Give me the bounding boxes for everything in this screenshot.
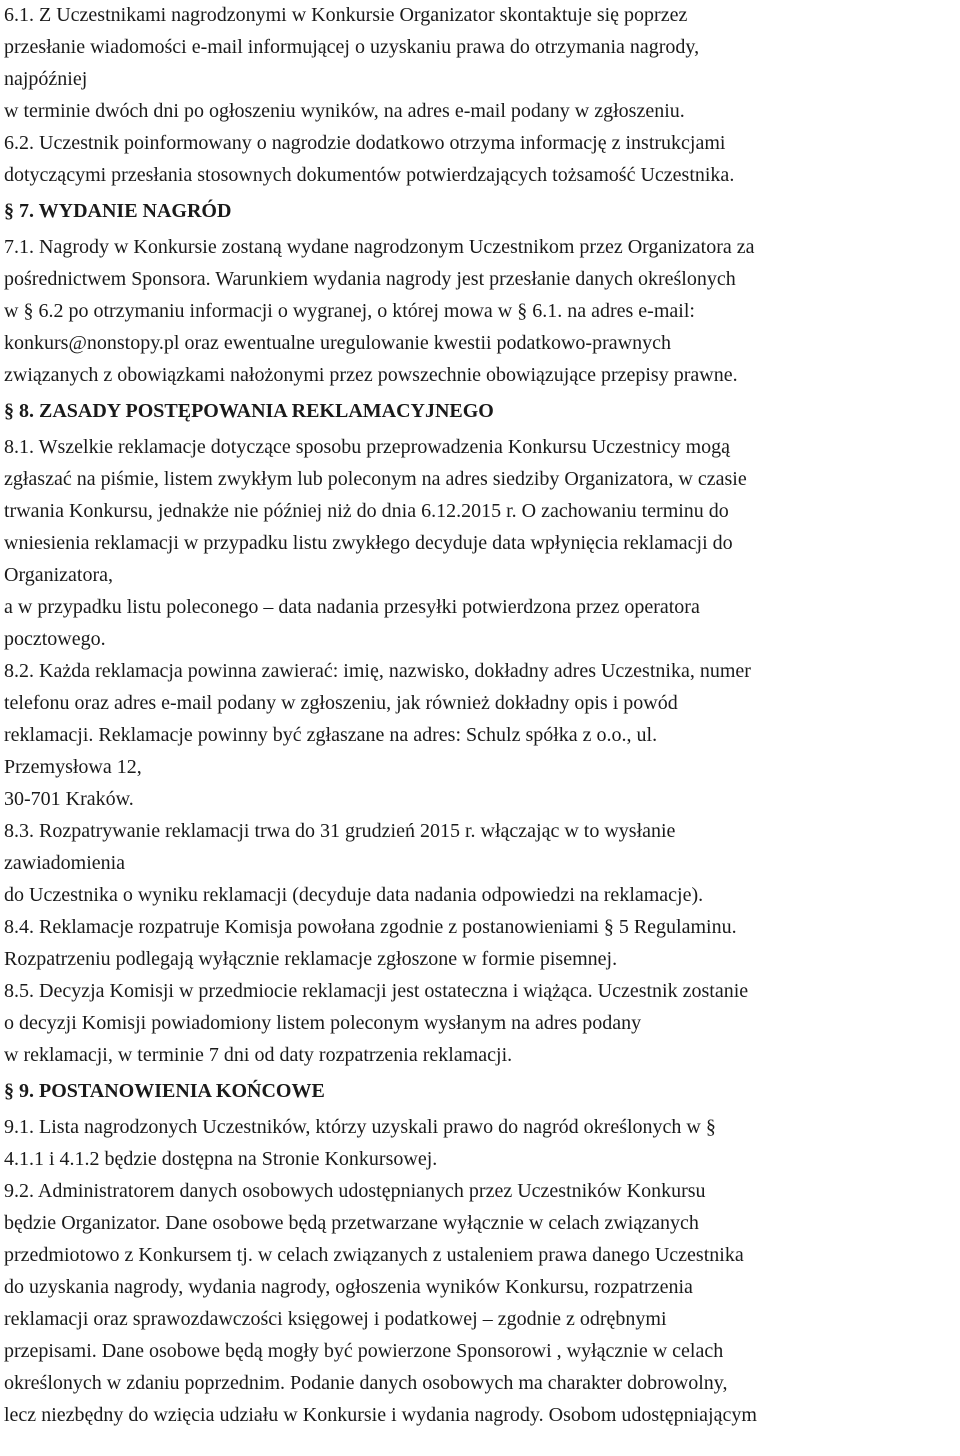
text-line: reklamacji oraz sprawozdawczości księgowej i podatkowej – zgodnie z odrębnymi <box>4 1308 667 1330</box>
text-line: 8.3. Rozpatrywanie reklamacji trwa do 31 grudzień 2015 r. włączając w to wysłanie <box>4 820 676 842</box>
text-line: zgłaszać na piśmie, listem zwykłym lub poleconym na adres siedziby Organizatora, w czasie <box>4 468 747 490</box>
text-line: przedmiotowo z Konkursem tj. w celach związanych z ustaleniem prawa danego Uczestnika <box>4 1244 744 1266</box>
text-line: telefonu oraz adres e-mail podany w zgłoszeniu, jak również dokładny opis i powód <box>4 692 678 714</box>
text-line: Rozpatrzeniu podlegają wyłącznie reklamacje zgłoszone w formie pisemnej. <box>4 948 618 970</box>
text-line: o decyzji Komisji powiadomiony listem poleconym wysłanym na adres podany <box>4 1012 642 1034</box>
text-line: pocztowego. <box>4 628 106 650</box>
text-line: 7.1. Nagrody w Konkursie zostaną wydane nagrodzonym Uczestnikom przez Organizatora za <box>4 236 755 258</box>
text-line: a w przypadku listu poleconego – data nadania przesyłki potwierdzona przez operatora <box>4 596 700 618</box>
text-line: wniesienia reklamacji w przypadku listu zwykłego decyduje data wpłynięcia reklamacji do <box>4 532 733 554</box>
text-line: reklamacji. Reklamacje powinny być zgłaszane na adres: Schulz spółka z o.o., ul. <box>4 724 658 746</box>
text-line: lecz niezbędny do wzięcia udziału w Konkursie i wydania nagrody. Osobom udostępniającym <box>4 1404 757 1426</box>
text-line: Przemysłowa 12, <box>4 756 142 778</box>
text-line: 9.2. Administratorem danych osobowych udostępnianych przez Uczestników Konkursu <box>4 1180 706 1202</box>
text-line: 8.2. Każda reklamacja powinna zawierać: imię, nazwisko, dokładny adres Uczestnika, numer <box>4 660 751 682</box>
text-line: do uzyskania nagrody, wydania nagrody, ogłoszenia wyników Konkursu, rozpatrzenia <box>4 1276 693 1298</box>
text-line: konkurs@nonstopy.pl oraz ewentualne uregulowanie kwestii podatkowo-prawnych <box>4 332 671 354</box>
text-line: związanych z obowiązkami nałożonymi przez powszechnie obowiązujące przepisy prawne. <box>4 364 738 386</box>
text-line: 8.1. Wszelkie reklamacje dotyczące sposobu przeprowadzenia Konkursu Uczestnicy mogą <box>4 436 731 458</box>
text-line: 30-701 Kraków. <box>4 788 134 810</box>
text-line: Organizatora, <box>4 564 114 586</box>
section-heading: § 8. ZASADY POSTĘPOWANIA REKLAMACYJNEGO <box>4 400 494 422</box>
text-line: 8.4. Reklamacje rozpatruje Komisja powołana zgodnie z postanowieniami § 5 Regulaminu. <box>4 916 737 938</box>
text-line: w § 6.2 po otrzymaniu informacji o wygranej, o której mowa w § 6.1. na adres e-mail: <box>4 300 695 322</box>
text-line: najpóźniej <box>4 68 88 90</box>
text-line: w reklamacji, w terminie 7 dni od daty rozpatrzenia reklamacji. <box>4 1044 513 1066</box>
text-line: trwania Konkursu, jednakże nie później niż do dnia 6.12.2015 r. O zachowaniu terminu do <box>4 500 729 522</box>
text-line: 9.1. Lista nagrodzonych Uczestników, którzy uzyskali prawo do nagród określonych w § <box>4 1116 716 1138</box>
section-heading: § 9. POSTANOWIENIA KOŃCOWE <box>4 1080 325 1102</box>
text-line: będzie Organizator. Dane osobowe będą przetwarzane wyłącznie w celach związanych <box>4 1212 699 1234</box>
text-line: 6.2. Uczestnik poinformowany o nagrodzie dodatkowo otrzyma informację z instrukcjami <box>4 132 726 154</box>
section-heading: § 7. WYDANIE NAGRÓD <box>4 200 232 222</box>
text-line: 6.1. Z Uczestnikami nagrodzonymi w Konkursie Organizator skontaktuje się poprzez <box>4 4 688 26</box>
text-line: pośrednictwem Sponsora. Warunkiem wydania nagrody jest przesłanie danych określonych <box>4 268 736 290</box>
text-line: przepisami. Dane osobowe będą mogły być powierzone Sponsorowi , wyłącznie w celach <box>4 1340 724 1362</box>
text-line: dotyczącymi przesłania stosownych dokumentów potwierdzających tożsamość Uczestnika. <box>4 164 735 186</box>
text-line: 8.5. Decyzja Komisji w przedmiocie reklamacji jest ostateczna i wiążąca. Uczestnik zostanie <box>4 980 749 1002</box>
text-line: przesłanie wiadomości e-mail informującej o uzyskaniu prawa do otrzymania nagrody, <box>4 36 700 58</box>
text-line: do Uczestnika o wyniku reklamacji (decyduje data nadania odpowiedzi na reklamacje). <box>4 884 704 906</box>
text-line: zawiadomienia <box>4 852 126 874</box>
text-line: 4.1.1 i 4.1.2 będzie dostępna na Stronie Konkursowej. <box>4 1148 438 1170</box>
text-line: określonych w zdaniu poprzednim. Podanie danych osobowych ma charakter dobrowolny, <box>4 1372 728 1394</box>
text-line: w terminie dwóch dni po ogłoszeniu wyników, na adres e-mail podany w zgłoszeniu. <box>4 100 685 122</box>
